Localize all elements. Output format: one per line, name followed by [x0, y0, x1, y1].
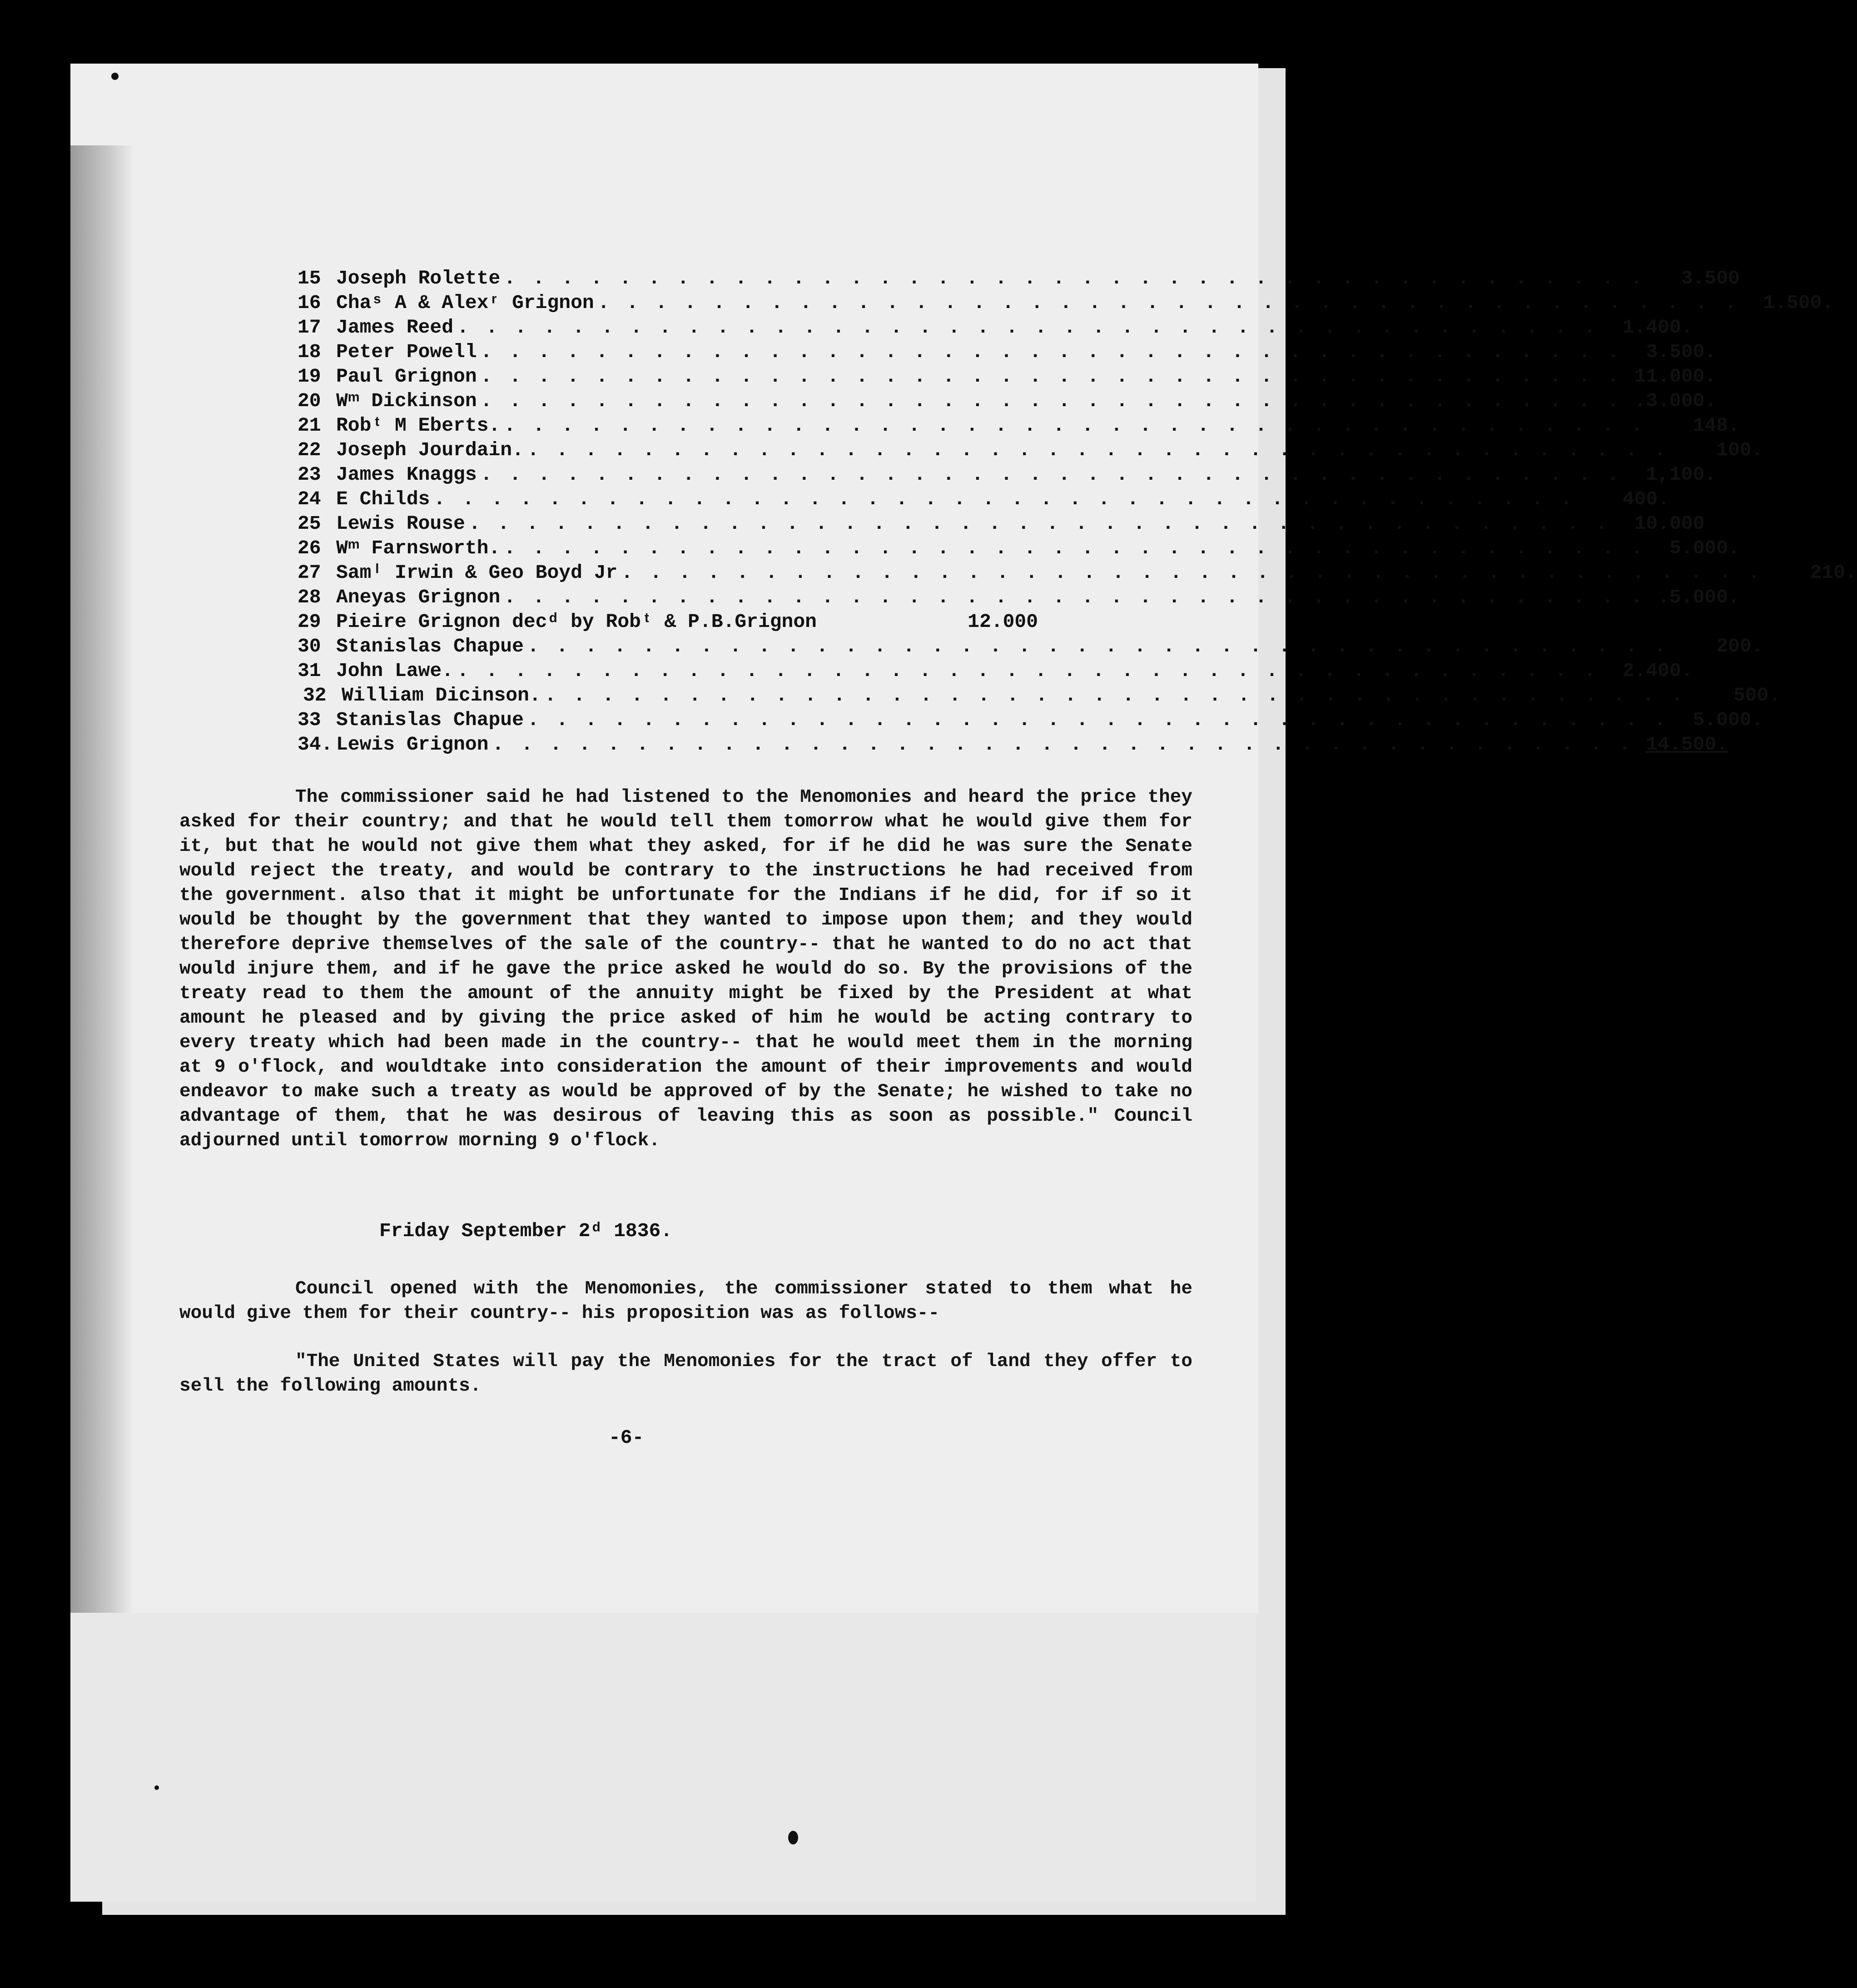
ledger-row	[298, 463, 1717, 488]
row-number: 16	[298, 292, 321, 314]
claim-amount: 3.500	[1681, 267, 1740, 289]
row-number: 25	[298, 512, 321, 535]
leader-dots: . . . . . . . . . . . . . . . . . . . . . . . . . . . . . . . . . . . . . . . .	[504, 537, 1645, 559]
ledger-row	[298, 316, 1693, 341]
claim-amount: 2.400.	[1622, 660, 1693, 682]
ledger-row	[298, 709, 1763, 733]
claimant-name: Lewis Rouse	[336, 512, 465, 535]
claim-amount: 11.000.	[1634, 365, 1717, 388]
council-opened-paragraph: Council opened with the Menomonies, the commissioner stated to them what he would give them for their country-- his proposition was as follows--	[179, 1278, 1192, 1324]
leader-dots: . . . . . . . . . . . . . . . . . . . . . . . . . . . . . . . . . . . . . . . .	[480, 341, 1622, 363]
leader-dots	[820, 611, 943, 633]
ledger-row	[298, 267, 1740, 292]
ledger-row	[298, 537, 1740, 562]
row-number: 29	[298, 611, 321, 633]
claim-amount: 14.500.	[1646, 733, 1728, 755]
claimant-name: William Dicinson.	[342, 684, 541, 706]
claim-amount: 100.	[1716, 439, 1763, 461]
ledger-row	[298, 660, 1693, 684]
claim-amount: .3.000.	[1634, 390, 1717, 412]
claimant-name: Peter Powell	[336, 341, 477, 363]
leader-dots: . . . . . . . . . . . . . . . . . . . . . . . . . . . . . . . . . . . . . . . .	[480, 365, 1622, 388]
row-number: 23	[298, 463, 321, 486]
leader-dots: . . . . . . . . . . . . . . . . . . . . . . . . . . . . . . . . . . . . . . . .	[504, 586, 1645, 608]
ink-speck	[154, 1785, 159, 1790]
leader-dots: . . . . . . . . . . . . . . . . . . . . . . . . . . . . . . . . . . . . . . . .	[544, 684, 1686, 706]
proposition-paragraph: "The United States will pay the Menomonies for the tract of land they offer to sell the following amounts.	[179, 1351, 1192, 1397]
leader-dots: . . . . . . . . . . . . . . . . . . . . . . . . . . . . . . . . . . . . . . . .	[597, 292, 1739, 314]
commissioner-statement-paragraph: The commissioner said he had listened to the Menomonies and heard the price they asked for their country; and that he would tell them tomorrow what he would give them for it, but that he would not give them what they asked, for if he did he was sure the Senate would reject the treaty, and would be contrary to the instructions he had received from the government. also that it might be unfortunate for the Indians if he did, for if so it would be thought by the government that they wanted to impose upon them; and they would therefore deprive themselves of the sale of the country-- that he wanted to do no act that would injure them, and if he gave the price asked he would do so. By the provisions of the treaty read to them the amount of the annuity might be fixed by the President at what amount he pleased and by giving the price asked of him he would be acting contrary to every treaty which had been made in the country-- that he would meet them in the morning at 9 o'flock, and wouldtake into consideration the amount of their improvements and would endeavor to make such a treaty as would be approved of by the Senate; he wished to take no advantage of them, that he was desirous of leaving this as soon as possible." Council adjourned until tomorrow morning 9 o'flock.	[179, 787, 1192, 1151]
row-number: 33	[298, 709, 321, 731]
leader-dots: . . . . . . . . . . . . . . . . . . . . . . . . . . . . . . . . . . . . . . . .	[457, 316, 1599, 338]
leader-dots: . . . . . . . . . . . . . . . . . . . . . . . . . . . . . . . . . . . . . . . .	[433, 488, 1575, 510]
row-number: 31	[298, 660, 321, 682]
claimant-name: Samˡ Irwin & Geo Boyd Jr	[336, 562, 618, 584]
claim-amount: 5.000.	[1669, 537, 1740, 559]
claim-amount: 10.000	[1634, 512, 1705, 535]
leader-dots: . . . . . . . . . . . . . . . . . . . . . . . . . . . . . . . . . . . . . . . .	[504, 414, 1645, 437]
leader-dots: . . . . . . . . . . . . . . . . . . . . . . . . . . . . . . . . . . . . . . . .	[527, 439, 1669, 461]
ledger-row	[298, 292, 1834, 316]
claimant-name: John Lawe.	[336, 660, 454, 682]
ink-speck	[788, 1831, 798, 1844]
leader-dots: . . . . . . . . . . . . . . . . . . . . . . . . . . . . . . . . . . . . . . . .	[504, 267, 1645, 289]
leader-dots: . . . . . . . . . . . . . . . . . . . . . . . . . . . . . . . . . . . . . . . .	[480, 390, 1622, 412]
claim-amount: 148.	[1693, 414, 1740, 437]
row-number: 19	[298, 365, 321, 388]
claims-ledger	[298, 267, 1857, 758]
page-number: -6-	[609, 1426, 644, 1449]
claimant-name: Robᵗ M Eberts.	[336, 414, 501, 437]
claim-amount: 1.400.	[1622, 316, 1693, 338]
row-number: 28	[298, 586, 321, 608]
row-number: 30	[298, 635, 321, 657]
lower-sheet	[70, 1608, 1256, 1902]
claimant-name: Wᵐ Dickinson	[336, 390, 477, 412]
row-number: 26	[298, 537, 321, 559]
ledger-row	[298, 341, 1717, 365]
claim-amount: 1.500.	[1763, 292, 1834, 314]
claim-amount: 12.000	[968, 611, 1038, 633]
leader-dots: . . . . . . . . . . . . . . . . . . . . . . . . . . . . . . . . . . . . . . . .	[480, 463, 1622, 486]
claimant-name: Stanislas Chapue	[336, 635, 524, 657]
row-number: 21	[298, 414, 321, 437]
row-number: 24	[298, 488, 321, 510]
row-number: 20	[298, 390, 321, 412]
claim-amount: 200.	[1716, 635, 1763, 657]
leader-dots: . . . . . . . . . . . . . . . . . . . . . . . . . . . . . . . . . . . . . . . .	[527, 635, 1669, 657]
claimant-name: E Childs	[336, 488, 430, 510]
ledger-row	[298, 512, 1705, 537]
page-shadow	[70, 145, 134, 1613]
claim-amount: 1,100.	[1646, 463, 1717, 486]
claimant-name: Pieire Grignon decᵈ by Robᵗ & P.B.Grignon	[336, 611, 817, 633]
row-number: 22	[298, 439, 321, 461]
claim-amount: 210.	[1810, 562, 1857, 584]
claimant-name: Joseph Rolette	[336, 267, 501, 289]
row-number: 27	[298, 562, 321, 584]
row-number: 34.	[298, 733, 333, 755]
claim-amount: .5.000.	[1658, 586, 1740, 608]
leader-dots: . . . . . . . . . . . . . . . . . . . . . . . . . . . . . . . . . . . . . . . .	[457, 660, 1599, 682]
leader-dots: . . . . . . . . . . . . . . . . . . . . . . . . . . . . . . . . . . . . . . . .	[527, 709, 1669, 731]
row-number: 15	[298, 267, 321, 289]
leader-dots: . . . . . . . . . . . . . . . . . . . . . . . . . . . . . . . . . . . . . . . .	[468, 512, 1610, 535]
leader-dots: . . . . . . . . . . . . . . . . . . . . . . . . . . . . . . . . . . . . . . . .	[621, 562, 1763, 584]
ledger-row	[298, 365, 1717, 390]
claim-amount: 400.	[1622, 488, 1669, 510]
ledger-row	[298, 562, 1857, 586]
ledger-row	[298, 684, 1781, 709]
row-number: 32	[303, 684, 327, 706]
claim-amount: 5.000.	[1693, 709, 1763, 731]
ledger-row	[298, 439, 1763, 463]
claimant-name: James Knaggs	[336, 463, 477, 486]
claimant-name: Stanislas Chapue	[336, 709, 524, 731]
ledger-row	[298, 488, 1669, 512]
row-number: 17	[298, 316, 321, 338]
ledger-row	[298, 733, 1728, 758]
ledger-row	[298, 635, 1763, 660]
claim-amount: 500.	[1733, 684, 1781, 706]
claimant-name: James Reed	[336, 316, 454, 338]
session-date-heading: Friday September 2ᵈ 1836.	[379, 1220, 673, 1242]
ledger-row	[298, 586, 1740, 611]
ledger-row	[298, 390, 1717, 414]
claimant-name: Chaˢ A & Alexʳ Grignon	[336, 292, 594, 314]
ink-speck	[111, 73, 119, 80]
claimant-name: Lewis Grignon	[336, 733, 489, 755]
ledger-row	[298, 414, 1740, 439]
ledger-row	[298, 611, 1038, 635]
row-number: 18	[298, 341, 321, 363]
claimant-name: Paul Grignon	[336, 365, 477, 388]
leader-dots: . . . . . . . . . . . . . . . . . . . . . . . . . . . . . . . . . . . . . . . .	[492, 733, 1634, 755]
claim-amount: 3.500.	[1646, 341, 1717, 363]
claimant-name: Wᵐ Farnsworth.	[336, 537, 501, 559]
claimant-name: Aneyas Grignon	[336, 586, 501, 608]
claimant-name: Joseph Jourdain.	[336, 439, 524, 461]
